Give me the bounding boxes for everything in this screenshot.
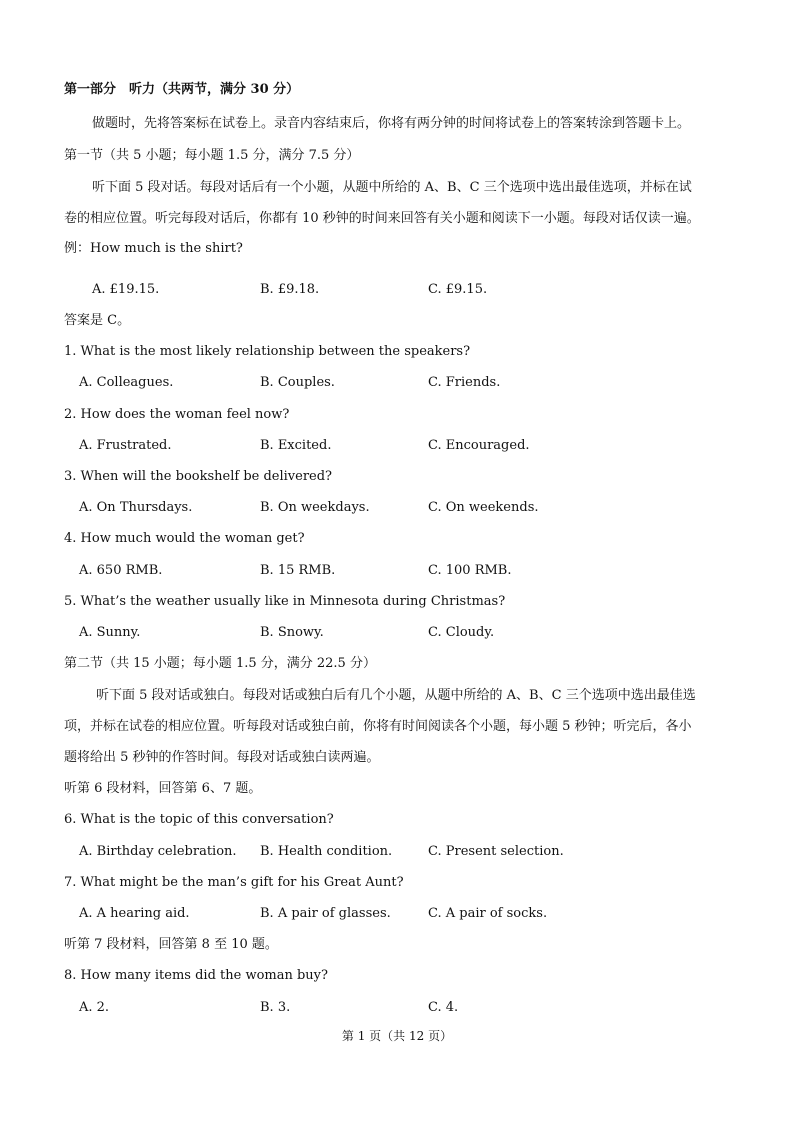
section2-instruction-2: 项，并标在试卷的相应位置。听每段对话或独白前，你将有时间阅读各个小题，每小题 5 秒钟；听完后，各小 (64, 719, 692, 734)
section2-instruction-3: 题将给出 5 秒钟的作答时间。每段对话或独白读两遍。 (64, 750, 380, 765)
example-option-a: A. £19.15. (92, 282, 160, 297)
q6-option-b: B. Health condition. (260, 844, 393, 859)
material-6-note: 听第 6 段材料，回答第 6、7 题。 (64, 781, 262, 796)
q7-option-c: C. A pair of socks. (428, 906, 548, 921)
q3-option-c: C. On weekends. (428, 500, 539, 515)
section1-instruction-2: 卷的相应位置。听完每段对话后，你都有 10 秒钟的时间来回答有关小题和阅读下一小题。每段对话仅读一遍。 (64, 211, 700, 226)
q2-option-c: C. Encouraged. (428, 438, 530, 453)
q8-option-b: B. 3. (260, 1000, 291, 1015)
example-option-c: C. £9.15. (428, 282, 488, 297)
part1-heading: 第一部分 听力（共两节，满分 30 分） (64, 82, 300, 97)
example-answer: 答案是 C。 (64, 313, 131, 328)
question-1: 1. What is the most likely relationship between the speakers? (64, 344, 471, 359)
q1-option-b: B. Couples. (260, 375, 335, 390)
q2-option-b: B. Excited. (260, 438, 332, 453)
q2-option-a: A. Frustrated. (79, 438, 172, 453)
q8-option-a: A. 2. (79, 1000, 110, 1015)
q5-option-a: A. Sunny. (79, 625, 141, 640)
q6-option-c: C. Present selection. (428, 844, 564, 859)
q4-option-c: C. 100 RMB. (428, 563, 512, 578)
q3-option-b: B. On weekdays. (260, 500, 370, 515)
page-footer: 第 1 页（共 12 页） (341, 1029, 453, 1043)
q1-option-a: A. Colleagues. (79, 375, 174, 390)
example-question: 例：How much is the shirt? (64, 241, 243, 256)
question-5: 5. What’s the weather usually like in Minnesota during Christmas? (64, 594, 506, 609)
section2-heading: 第二节（共 15 小题；每小题 1.5 分，满分 22.5 分） (64, 656, 376, 671)
question-2: 2. How does the woman feel now? (64, 407, 290, 422)
question-6: 6. What is the topic of this conversation? (64, 812, 334, 827)
q7-option-b: B. A pair of glasses. (260, 906, 391, 921)
question-7: 7. What might be the man’s gift for his Great Aunt? (64, 875, 404, 890)
q4-option-a: A. 650 RMB. (79, 563, 163, 578)
part1-instruction: 做题时，先将答案标在试卷上。录音内容结束后，你将有两分钟的时间将试卷上的答案转涂到答题卡上。 (92, 116, 691, 131)
question-8: 8. How many items did the woman buy? (64, 968, 328, 983)
material-7-note: 听第 7 段材料，回答第 8 至 10 题。 (64, 937, 278, 952)
q6-option-a: A. Birthday celebration. (79, 844, 237, 859)
section1-instruction-1: 听下面 5 段对话。每段对话后有一个小题，从题中所给的 A、B、C 三个选项中选出最佳选项，并标在试 (92, 180, 692, 195)
example-option-b: B. £9.18. (260, 282, 320, 297)
q8-option-c: C. 4. (428, 1000, 459, 1015)
q1-option-c: C. Friends. (428, 375, 501, 390)
q5-option-b: B. Snowy. (260, 625, 324, 640)
question-4: 4. How much would the woman get? (64, 531, 305, 546)
q5-option-c: C. Cloudy. (428, 625, 495, 640)
q4-option-b: B. 15 RMB. (260, 563, 336, 578)
q7-option-a: A. A hearing aid. (79, 906, 190, 921)
question-3: 3. When will the bookshelf be delivered? (64, 469, 333, 484)
q3-option-a: A. On Thursdays. (79, 500, 193, 515)
section1-heading: 第一节（共 5 小题；每小题 1.5 分，满分 7.5 分） (64, 148, 360, 163)
section2-instruction-1: 听下面 5 段对话或独白。每段对话或独白后有几个小题，从题中所给的 A、B、C 三个选项中选出最佳选 (96, 688, 696, 703)
